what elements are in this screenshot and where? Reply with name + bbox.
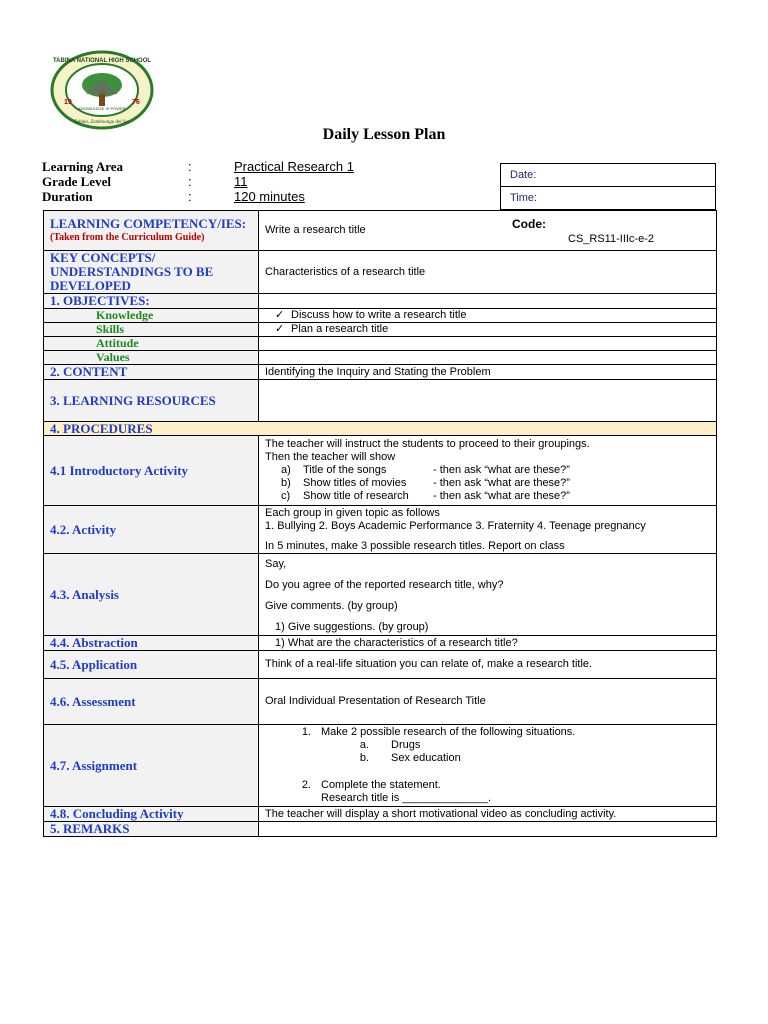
assessment-value: Oral Individual Presentation of Research Title	[259, 679, 717, 725]
meta-value-learning-area: Practical Research 1	[234, 159, 354, 174]
analysis-line: 1) Give suggestions. (by group)	[275, 620, 429, 633]
skills-value-cell	[259, 323, 717, 337]
activity-line: Each group in given topic as follows	[265, 506, 440, 519]
activity-label: 4.2. Activity	[44, 506, 259, 554]
svg-text:KNOWLEDGE IS POWER: KNOWLEDGE IS POWER	[78, 106, 126, 111]
analysis-line: Give comments. (by group)	[265, 599, 398, 612]
content-label: 2. CONTENT	[44, 365, 259, 380]
competency-label: LEARNING COMPETENCY/IES:	[50, 215, 247, 231]
application-label: 4.5. Application	[44, 651, 259, 679]
meta-label-duration: Duration	[42, 189, 93, 204]
date-field[interactable]: Date:	[501, 164, 715, 187]
table-row	[44, 436, 717, 506]
abstraction-label: 4.4. Abstraction	[44, 636, 259, 651]
table-row	[44, 807, 717, 822]
meta-value-duration: 120 minutes	[234, 189, 305, 204]
table-row	[44, 725, 717, 807]
table-row	[44, 636, 717, 651]
key-concepts-value: Characteristics of a research title	[259, 251, 717, 294]
competency-note: (Taken from the Curriculum Guide)	[50, 231, 205, 243]
svg-text:76: 76	[132, 99, 140, 106]
procedures-header: 4. PROCEDURES	[44, 422, 717, 436]
assignment-line: Research title is ______________.	[321, 792, 492, 804]
analysis-line: Say,	[265, 557, 287, 570]
key-concepts-label: KEY CONCEPTS/ UNDERSTANDINGS TO BE DEVELOPED	[44, 251, 259, 294]
meta-label-grade-level: Grade Level	[42, 174, 111, 189]
list-item: 1. Make 2 possible research of the following situations.	[301, 726, 576, 738]
assessment-label: 4.6. Assessment	[44, 679, 259, 725]
table-row	[44, 365, 717, 380]
date-time-box	[500, 163, 716, 210]
attitude-value	[259, 337, 717, 351]
table-row	[44, 323, 717, 337]
intro-line: The teacher will instruct the students to proceed to their groupings.	[265, 438, 590, 450]
table-row	[44, 211, 717, 251]
activity-line: In 5 minutes, make 3 possible research titles. Report on class	[265, 539, 565, 552]
attitude-label: Attitude	[44, 337, 259, 351]
application-value: Think of a real-life situation you can relate of, make a research title.	[259, 651, 717, 679]
table-row	[44, 651, 717, 679]
assignment-value	[259, 725, 717, 807]
table-row	[44, 251, 717, 294]
list-item: a) Title of the songs - then ask “what are these?”	[281, 464, 570, 476]
concluding-label: 4.8. Concluding Activity	[44, 807, 259, 822]
meta-value-grade-level: 11	[234, 174, 248, 189]
check-icon: ✓	[275, 323, 285, 335]
objectives-value	[259, 294, 717, 309]
competency-value: Write a research title	[265, 224, 366, 236]
meta-colon: :	[188, 159, 192, 174]
list-item: c) Show title of research - then ask “what are these?”	[281, 490, 570, 502]
content-value: Identifying the Inquiry and Stating the Problem	[259, 365, 717, 380]
list-item: b. Sex education	[359, 752, 461, 764]
values-value	[259, 351, 717, 365]
table-row	[44, 294, 717, 309]
code-value: CS_RS11-IIIc-e-2	[568, 232, 654, 245]
table-row	[44, 506, 717, 554]
code-label: Code:	[512, 216, 546, 231]
analysis-line: Do you agree of the reported research title, why?	[265, 578, 504, 591]
meta-label-learning-area: Learning Area	[42, 159, 124, 174]
school-logo	[50, 50, 154, 130]
intro-value	[259, 436, 717, 506]
meta-colon: :	[188, 189, 192, 204]
table-row	[44, 337, 717, 351]
table-row	[44, 351, 717, 365]
analysis-value	[259, 554, 717, 636]
page-title: Daily Lesson Plan	[322, 126, 446, 143]
skills-label: Skills	[44, 323, 259, 337]
intro-label: 4.1 Introductory Activity	[44, 436, 259, 506]
knowledge-value: Discuss how to write a research title	[291, 309, 467, 321]
competency-label-cell	[44, 211, 259, 251]
list-item: a. Drugs	[359, 739, 421, 751]
remarks-label: 5. REMARKS	[44, 822, 259, 837]
competency-value-cell	[259, 211, 717, 251]
values-label: Values	[44, 351, 259, 365]
resources-label: 3. LEARNING RESOURCES	[44, 380, 259, 422]
activity-line: 1. Bullying 2. Boys Academic Performance 3. Fraternity 4. Teenage pregnancy	[265, 519, 646, 532]
table-row	[44, 380, 717, 422]
objectives-label: 1. OBJECTIVES:	[44, 294, 259, 309]
svg-text:Tabina, Zamboanga del Sur: Tabina, Zamboanga del Sur	[74, 120, 130, 125]
intro-line: Then the teacher will show	[265, 451, 396, 463]
knowledge-value-cell	[259, 309, 717, 323]
concluding-value: The teacher will display a short motivational video as concluding activity.	[259, 807, 717, 822]
code-cell	[506, 211, 716, 250]
assignment-label: 4.7. Assignment	[44, 725, 259, 807]
svg-text:TABINA NATIONAL HIGH SCHOOL: TABINA NATIONAL HIGH SCHOOL	[52, 58, 152, 64]
table-row	[44, 822, 717, 837]
meta-colon: :	[188, 174, 192, 189]
analysis-label: 4.3. Analysis	[44, 554, 259, 636]
table-row	[44, 679, 717, 725]
lesson-plan-table	[43, 210, 717, 837]
abstraction-value: 1) What are the characteristics of a research title?	[259, 636, 717, 651]
activity-value	[259, 506, 717, 554]
skills-value: Plan a research title	[291, 323, 389, 335]
table-row	[44, 309, 717, 323]
check-icon: ✓	[275, 309, 285, 321]
svg-text:19: 19	[64, 99, 72, 106]
resources-value	[259, 380, 717, 422]
time-field[interactable]: Time:	[510, 192, 538, 204]
remarks-value	[259, 822, 717, 837]
list-item: 2. Complete the statement.	[301, 779, 441, 791]
table-row	[44, 422, 717, 436]
list-item: b) Show titles of movies - then ask “what are these?”	[281, 477, 570, 489]
knowledge-label: Knowledge	[44, 309, 259, 323]
table-row	[44, 554, 717, 636]
